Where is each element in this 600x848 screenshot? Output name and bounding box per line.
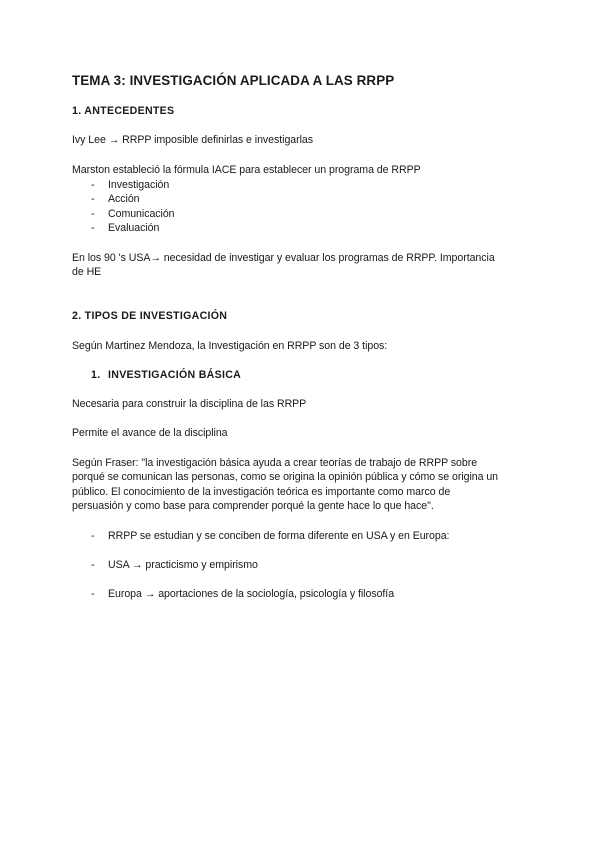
subheading-investigacion-basica: INVESTIGACIÓN BÁSICA (108, 369, 242, 381)
paragraph-fraser-line1: Según Fraser: "la investigación básica ayuda a crear teorías de trabajo de RRPP sobre (72, 457, 478, 469)
subheading-number: 1. (91, 369, 101, 381)
paragraph-necesaria: Necesaria para construir la disciplina de las RRPP (72, 398, 307, 410)
paragraph-permite: Permite el avance de la disciplina (72, 427, 228, 439)
section-heading-antecedentes: 1. ANTECEDENTES (72, 105, 175, 117)
paragraph-usa-90s-line2: de HE (72, 266, 102, 278)
list-item-investigacion: Investigación (108, 179, 170, 191)
section-heading-tipos: 2. TIPOS DE INVESTIGACIÓN (72, 310, 228, 322)
bullet-rrpp-usa-europa: RRPP se estudian y se conciben de forma diferente en USA y en Europa: (108, 530, 450, 542)
bullet-marker: - (91, 588, 95, 600)
paragraph-usa-90s-line1: En los 90 's USA→ necesidad de investigar y evaluar los programas de RRPP. Importancia (72, 252, 495, 264)
bullet-marker: - (91, 559, 95, 571)
bullet-marker: - (91, 208, 95, 220)
bullet-marker: - (91, 222, 95, 234)
bullet-marker: - (91, 193, 95, 205)
list-item-accion: Acción (108, 193, 140, 205)
bullet-usa: USA → practicismo y empirismo (108, 559, 258, 571)
paragraph-fraser-line4: persuasión y como base para comprender porqué la gente hace lo que hace". (72, 500, 434, 512)
bullet-marker: - (91, 530, 95, 542)
bullet-marker: - (91, 179, 95, 191)
list-item-evaluacion: Evaluación (108, 222, 160, 234)
paragraph-ivy-lee: Ivy Lee → RRPP imposible definirlas e investigarlas (72, 134, 314, 146)
page-title: TEMA 3: INVESTIGACIÓN APLICADA A LAS RRPP (72, 73, 395, 88)
paragraph-martinez: Según Martinez Mendoza, la Investigación en RRPP son de 3 tipos: (72, 340, 388, 352)
paragraph-marston: Marston estableció la fórmula IACE para establecer un programa de RRPP (72, 164, 421, 176)
bullet-europa: Europa → aportaciones de la sociología, psicología y filosofía (108, 588, 395, 600)
list-item-comunicacion: Comunicación (108, 208, 175, 220)
paragraph-fraser-line3: público. El conocimiento de la investigación teórica es importante como marco de (72, 486, 451, 498)
paragraph-fraser-line2: porqué se comunican las personas, como se origina la opinión pública y cómo se origina un (72, 471, 499, 483)
